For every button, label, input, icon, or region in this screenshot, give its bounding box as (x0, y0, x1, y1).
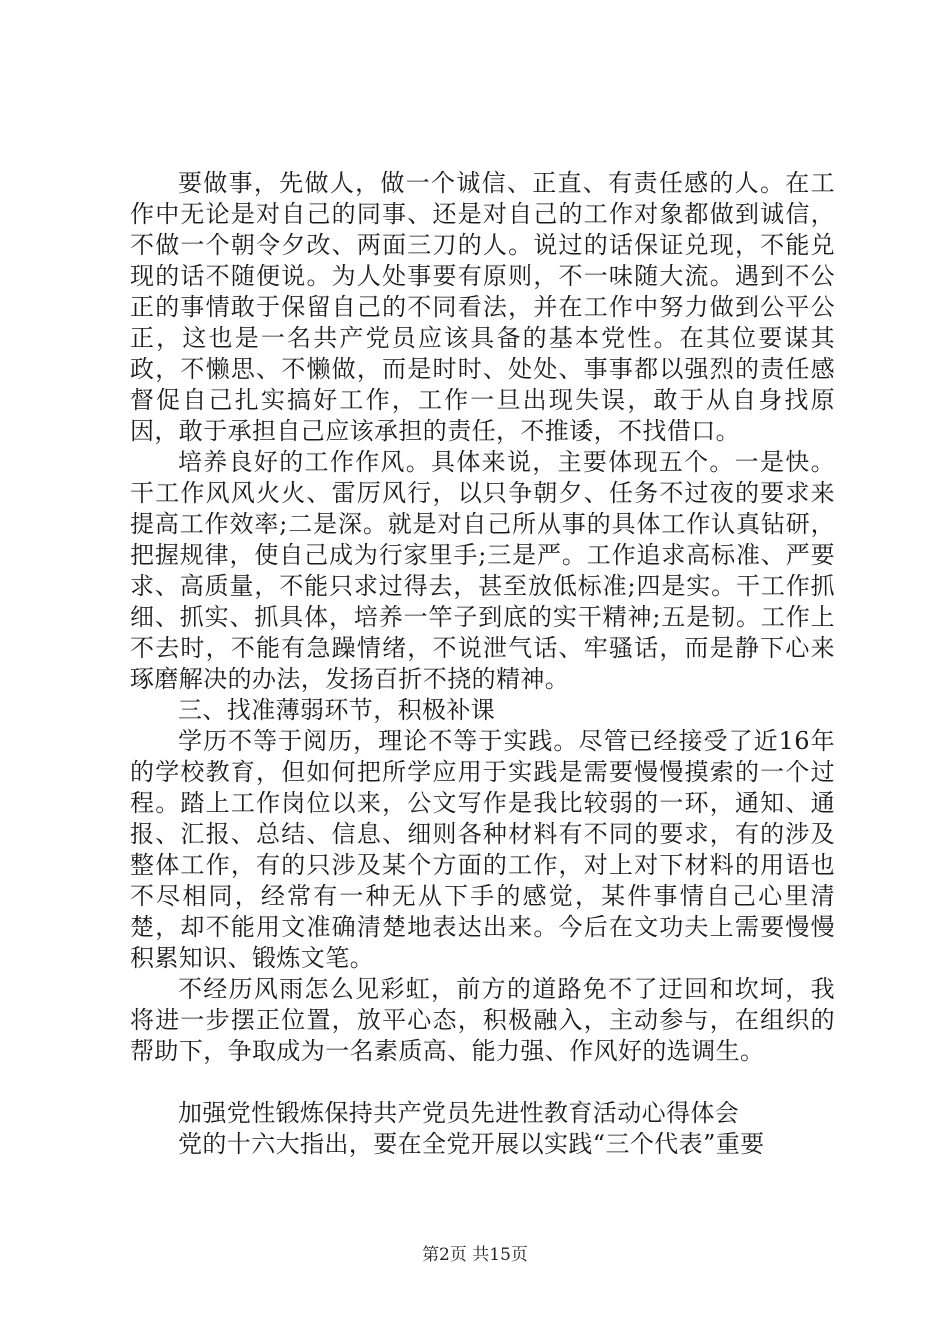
paragraph-spacer (130, 1067, 835, 1098)
paragraph-work-style: 培养良好的工作作风。具体来说，主要体现五个。一是快。干工作风风火火、雷厉风行，以只争朝夕、任务不过夜的要求来提高工作效率;二是深。就是对自己所从事的具体工作认真钻研，把握规律，使自己成为行家里手;三是严。工作追求高标准、严要求、高质量，不能只求过得去，甚至放低标准;四是实。干工作抓细、抓实、抓具体，培养一竿子到底的实干精神;五是韧。工作上不去时，不能有急躁情绪，不说泄气话、牢骚话，而是静下心来琢磨解决的办法，发扬百折不挠的精神。 (130, 448, 835, 693)
next-article-title: 加强党性锻炼保持共产党员先进性教育活动心得体会 (178, 1099, 740, 1127)
page-number-footer: 第2页 共15页 (422, 1245, 528, 1265)
next-article-first-paragraph: 党的十六大指出，要在全党开展以实践“三个代表”重要 (178, 1130, 765, 1158)
paragraph-study-practice: 学历不等于阅历，理论不等于实践。尽管已经接受了近16年的学校教育，但如何把所学应用于实践是需要慢慢摸索的一个过程。踏上工作岗位以来，公文写作是我比较弱的一环，通知、通报、汇报、总结、信息、细则各种材料有不同的要求，有的涉及整体工作，有的只涉及某个方面的工作，对上对下材料的用语也不尽相同，经常有一种无从下手的感觉，某件事情自己心里清楚，却不能用文准确清楚地表达出来。今后在文功夫上需要慢慢积累知识、锻炼文笔。 (130, 727, 835, 972)
document-body (130, 168, 835, 1160)
paragraph-conclusion: 不经历风雨怎么见彩虹，前方的道路免不了迂回和坎坷，我将进一步摆正位置，放平心态，积极融入，主动参与，在组织的帮助下，争取成为一名素质高、能力强、作风好的选调生。 (130, 975, 835, 1065)
paragraph-integrity: 要做事，先做人，做一个诚信、正直、有责任感的人。在工作中无论是对自己的同事、还是对自己的工作对象都做到诚信，不做一个朝令夕改、两面三刀的人。说过的话保证兑现，不能兑现的话不随便说。为人处事要有原则，不一味随大流。遇到不公正的事情敢于保留自己的不同看法，并在工作中努力做到公平公正，这也是一名共产党员应该具备的基本党性。在其位要谋其政，不懒思、不懒做，而是时时、处处、事事都以强烈的责任感督促自己扎实搞好工作，工作一旦出现失误，敢于从自身找原因，敢于承担自己应该承担的责任，不推诿，不找借口。 (130, 169, 835, 445)
section-heading-weak-points: 三、找准薄弱环节，积极补课 (178, 696, 496, 724)
